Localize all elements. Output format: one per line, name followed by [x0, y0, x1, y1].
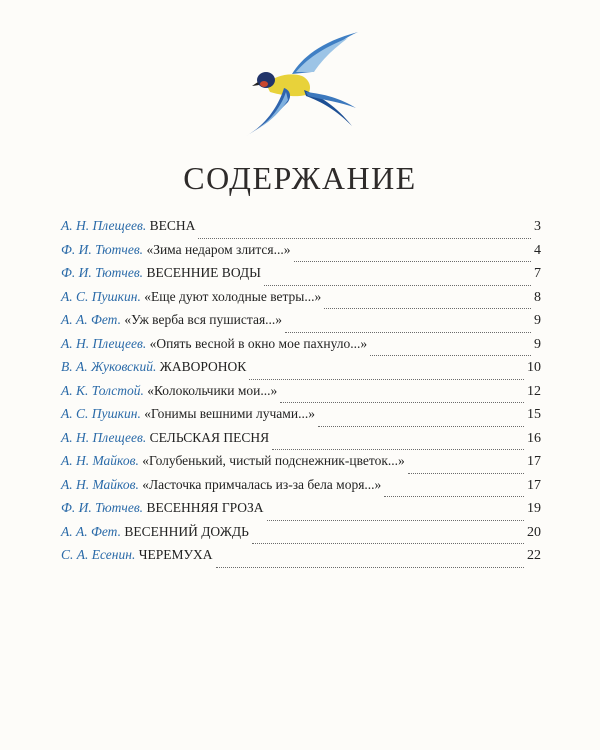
toc-title: «Гонимы вешними лучами...»: [144, 406, 315, 421]
table-of-contents: [61, 218, 541, 571]
toc-entry[interactable]: [61, 524, 541, 548]
toc-author: А. С. Пушкин.: [61, 288, 141, 304]
page-title: СОДЕРЖАНИЕ: [183, 160, 417, 196]
toc-page-number: 9: [534, 336, 541, 352]
dot-leader: [198, 237, 531, 239]
toc-title: ВЕСЕННЯЯ ГРОЗА: [146, 500, 264, 515]
toc-page-number: 15: [527, 407, 541, 422]
dot-leader: [294, 260, 532, 262]
toc-page-number: 22: [527, 548, 541, 563]
toc-title: ЖАВОРОНОК: [159, 359, 247, 374]
toc-entry[interactable]: [61, 383, 541, 407]
dot-leader: [285, 331, 531, 333]
dot-leader: [267, 519, 524, 521]
toc-author: А. С. Пушкин.: [61, 406, 141, 421]
toc-author: В. А. Жуковский.: [61, 359, 157, 374]
toc-title: ВЕСНА: [149, 218, 196, 233]
toc-title: ЧЕРЕМУХА: [138, 547, 213, 562]
toc-title: ВЕСЕННИЙ ДОЖДЬ: [124, 523, 249, 539]
toc-page-number: 16: [527, 430, 541, 446]
dot-leader: [384, 495, 524, 497]
toc-title: ВЕСЕННИЕ ВОДЫ: [146, 265, 261, 280]
toc-author: А. Н. Майков.: [61, 476, 139, 492]
toc-entry[interactable]: [61, 359, 541, 383]
toc-page-number: 9: [534, 313, 541, 328]
toc-entry[interactable]: [61, 547, 541, 571]
toc-title: «Опять весной в окно мое пахнуло...»: [149, 335, 368, 351]
toc-page-number: 19: [527, 501, 541, 516]
toc-author: А. А. Фет.: [61, 312, 121, 327]
dot-leader: [324, 307, 531, 309]
dot-leader: [272, 448, 524, 450]
toc-page-number: 12: [527, 383, 541, 399]
dot-leader: [408, 472, 524, 474]
toc-author: А. Н. Плещеев.: [61, 335, 147, 351]
toc-author: Ф. И. Тютчев.: [61, 265, 144, 280]
dot-leader: [249, 378, 524, 380]
toc-author: А. А. Фет.: [61, 523, 121, 539]
dot-leader: [216, 566, 524, 568]
dot-leader: [318, 425, 524, 427]
toc-title: «Голубенький, чистый подснежник-цветок...»: [142, 453, 405, 468]
toc-title: «Уж верба вся пушистая...»: [124, 312, 283, 327]
toc-title: «Еще дуют холодные ветры...»: [144, 288, 322, 304]
dot-leader: [280, 401, 524, 403]
toc-title: «Колокольчики мои...»: [147, 382, 278, 398]
toc-entry[interactable]: [61, 336, 541, 360]
toc-page-number: 20: [527, 524, 541, 540]
toc-page-number: 7: [534, 266, 541, 281]
swallow-illustration: [240, 28, 360, 140]
toc-title: «Зима недаром злится...»: [146, 241, 291, 257]
toc-author: А. Н. Плещеев.: [61, 218, 147, 233]
dot-leader: [264, 284, 531, 286]
toc-page-number: 4: [534, 242, 541, 258]
toc-author: Ф. И. Тютчев.: [61, 241, 144, 257]
toc-entry[interactable]: [61, 477, 541, 501]
toc-author: С. А. Есенин.: [61, 547, 136, 562]
toc-page-number: 10: [527, 360, 541, 375]
toc-author: Ф. И. Тютчев.: [61, 500, 144, 515]
toc-author: А. Н. Майков.: [61, 453, 139, 468]
dot-leader: [252, 542, 524, 544]
toc-entry[interactable]: [61, 453, 541, 477]
toc-author: А. Н. Плещеев.: [61, 429, 147, 445]
toc-author: А. К. Толстой.: [61, 382, 144, 398]
toc-title: СЕЛЬСКАЯ ПЕСНЯ: [149, 429, 270, 445]
toc-entry[interactable]: [61, 430, 541, 454]
toc-entry[interactable]: [61, 242, 541, 266]
toc-entry[interactable]: [61, 289, 541, 313]
toc-entry[interactable]: [61, 406, 541, 430]
toc-entry[interactable]: [61, 218, 541, 242]
toc-title: «Ласточка примчалась из-за бела моря...»: [142, 476, 382, 492]
toc-entry[interactable]: [61, 265, 541, 289]
dot-leader: [370, 354, 531, 356]
toc-page-number: 17: [527, 454, 541, 469]
toc-page-number: 17: [527, 477, 541, 493]
toc-entry[interactable]: [61, 500, 541, 524]
toc-page-number: 8: [534, 289, 541, 305]
toc-page-number: 3: [534, 219, 541, 234]
toc-entry[interactable]: [61, 312, 541, 336]
